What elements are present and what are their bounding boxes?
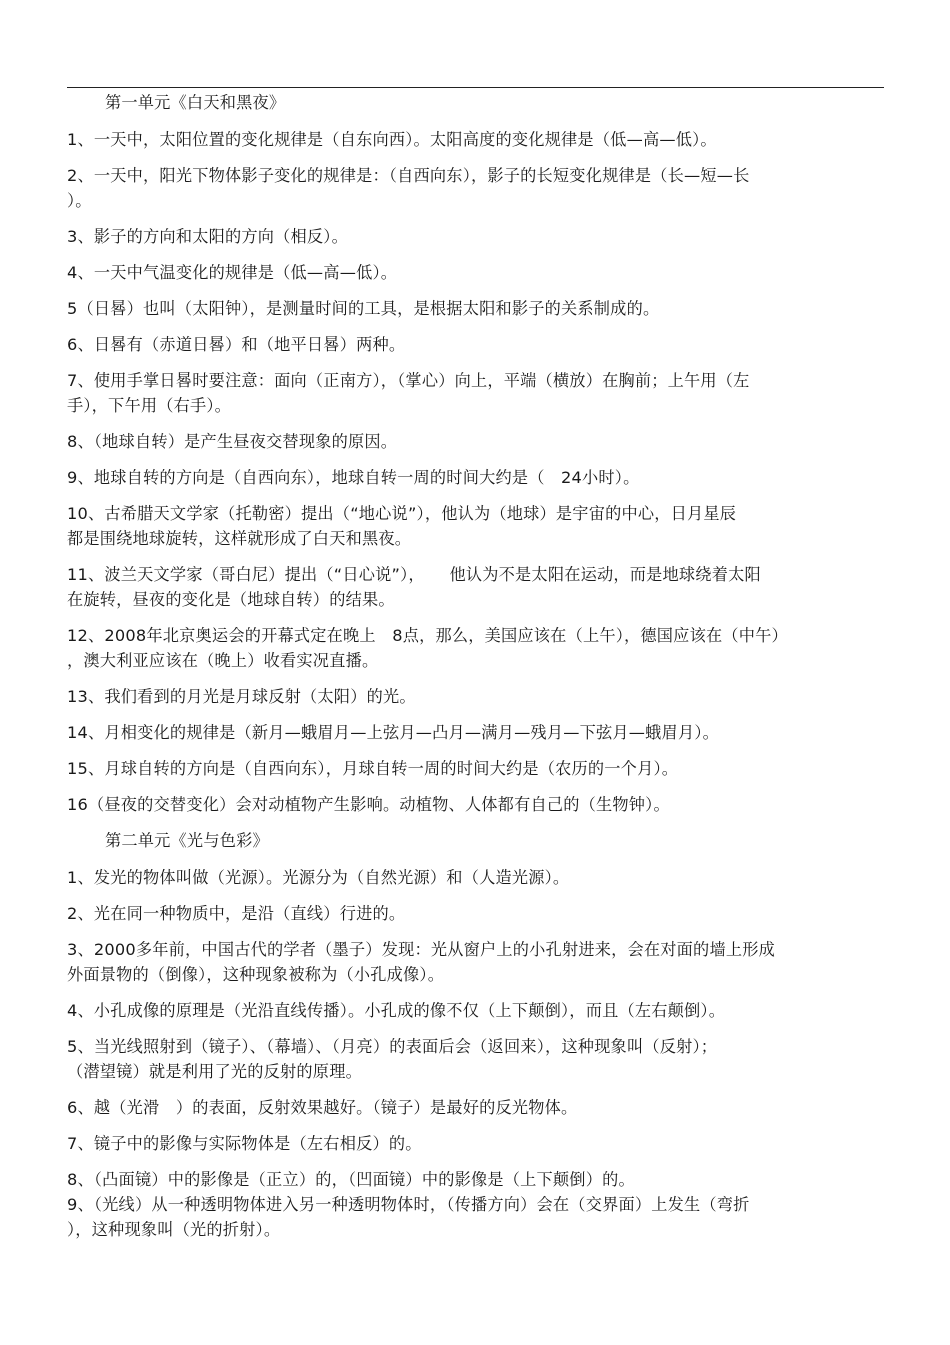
unit-1-item-11: 11、波兰天文学家（哥白尼）提出（“日心说”）， 他认为不是太阳在运动，而是地球绕着太阳 在旋转，昼夜的变化是（地球自转）的结果。: [67, 565, 761, 609]
unit-2-title: 第二单元《光与色彩》: [105, 831, 269, 850]
unit-2-item-1: 1、发光的物体叫做（光源）。光源分为（自然光源）和（人造光源）。: [67, 868, 570, 887]
unit-2-item-4: 4、小孔成像的原理是（光沿直线传播）。小孔成的像不仅（上下颠倒），而且（左右颠倒）。: [67, 1001, 726, 1020]
unit-1-item-12: 12、2008年北京奥运会的开幕式定在晚上 8点，那么，美国应该在（上午），德国应该在（中午） ，澳大利亚应该在（晚上）收看实况直播。: [67, 626, 788, 670]
document-body: [67, 90, 867, 1253]
unit-2-item-3: 3、2000多年前，中国古代的学者（墨子）发现：光从窗户上的小孔射进来，会在对面的墙上形成 外面景物的（倒像），这种现象被称为（小孔成像）。: [67, 940, 775, 984]
unit-1-item-16: 16（昼夜的交替变化）会对动植物产生影响。动植物、人体都有自己的（生物钟）。: [67, 795, 670, 814]
header-rule: [67, 87, 884, 88]
unit-2-item-5: 5、当光线照射到（镜子）、（幕墙）、（月亮）的表面后会（返回来），这种现象叫（反射）； （潜望镜）就是利用了光的反射的原理。: [67, 1037, 718, 1081]
unit-1-item-6: 6、日晷有（赤道日晷）和（地平日晷）两种。: [67, 335, 406, 354]
unit-2-item-8: 8、（凸面镜）中的影像是（正立）的，（凹面镜）中的影像是（上下颠倒）的。: [67, 1170, 635, 1189]
unit-1-title: 第一单元《白天和黑夜》: [105, 93, 286, 112]
unit-1-item-1: 1、一天中，太阳位置的变化规律是（自东向西）。太阳高度的变化规律是（低—高—低）。: [67, 130, 717, 149]
unit-2-item-2: 2、光在同一种物质中，是沿（直线）行进的。: [67, 904, 406, 923]
unit-1-item-2: 2、一天中，阳光下物体影子变化的规律是：（自西向东），影子的长短变化规律是（长—短—长 ）。: [67, 166, 750, 210]
unit-1-item-8: 8、（地球自转）是产生昼夜交替现象的原因。: [67, 432, 398, 451]
unit-1-item-14: 14、月相变化的规律是（新月—蛾眉月—上弦月—凸月—满月—残月—下弦月—蛾眉月）。: [67, 723, 720, 742]
unit-1-item-15: 15、月球自转的方向是（自西向东），月球自转一周的时间大约是（农历的一个月）。: [67, 759, 679, 778]
unit-2-item-6: 6、越（光滑 ）的表面，反射效果越好。（镜子）是最好的反光物体。: [67, 1098, 578, 1117]
unit-2-item-7: 7、镜子中的影像与实际物体是（左右相反）的。: [67, 1134, 422, 1153]
unit-1-item-3: 3、影子的方向和太阳的方向（相反）。: [67, 227, 348, 246]
unit-1-item-13: 13、我们看到的月光是月球反射（太阳）的光。: [67, 687, 416, 706]
unit-1-item-5: 5（日晷）也叫（太阳钟），是测量时间的工具，是根据太阳和影子的关系制成的。: [67, 299, 660, 318]
unit-2-item-9: 9、（光线）从一种透明物体进入另一种透明物体时，（传播方向）会在（交界面）上发生（弯折 ），这种现象叫（光的折射）。: [67, 1195, 750, 1239]
unit-1-item-9: 9、地球自转的方向是（自西向东），地球自转一周的时间大约是（ 24小时）。: [67, 468, 640, 487]
unit-1-item-7: 7、使用手掌日晷时要注意：面向（正南方），（掌心）向上，平端（横放）在胸前；上午用（左 手），下午用（右手）。: [67, 371, 750, 415]
unit-1-item-10: 10、古希腊天文学家（托勒密）提出（“地心说”），他认为（地球）是宇宙的中心，日月星辰 都是围绕地球旋转，这样就形成了白天和黑夜。: [67, 504, 737, 548]
unit-1-item-4: 4、一天中气温变化的规律是（低—高—低）。: [67, 263, 398, 282]
